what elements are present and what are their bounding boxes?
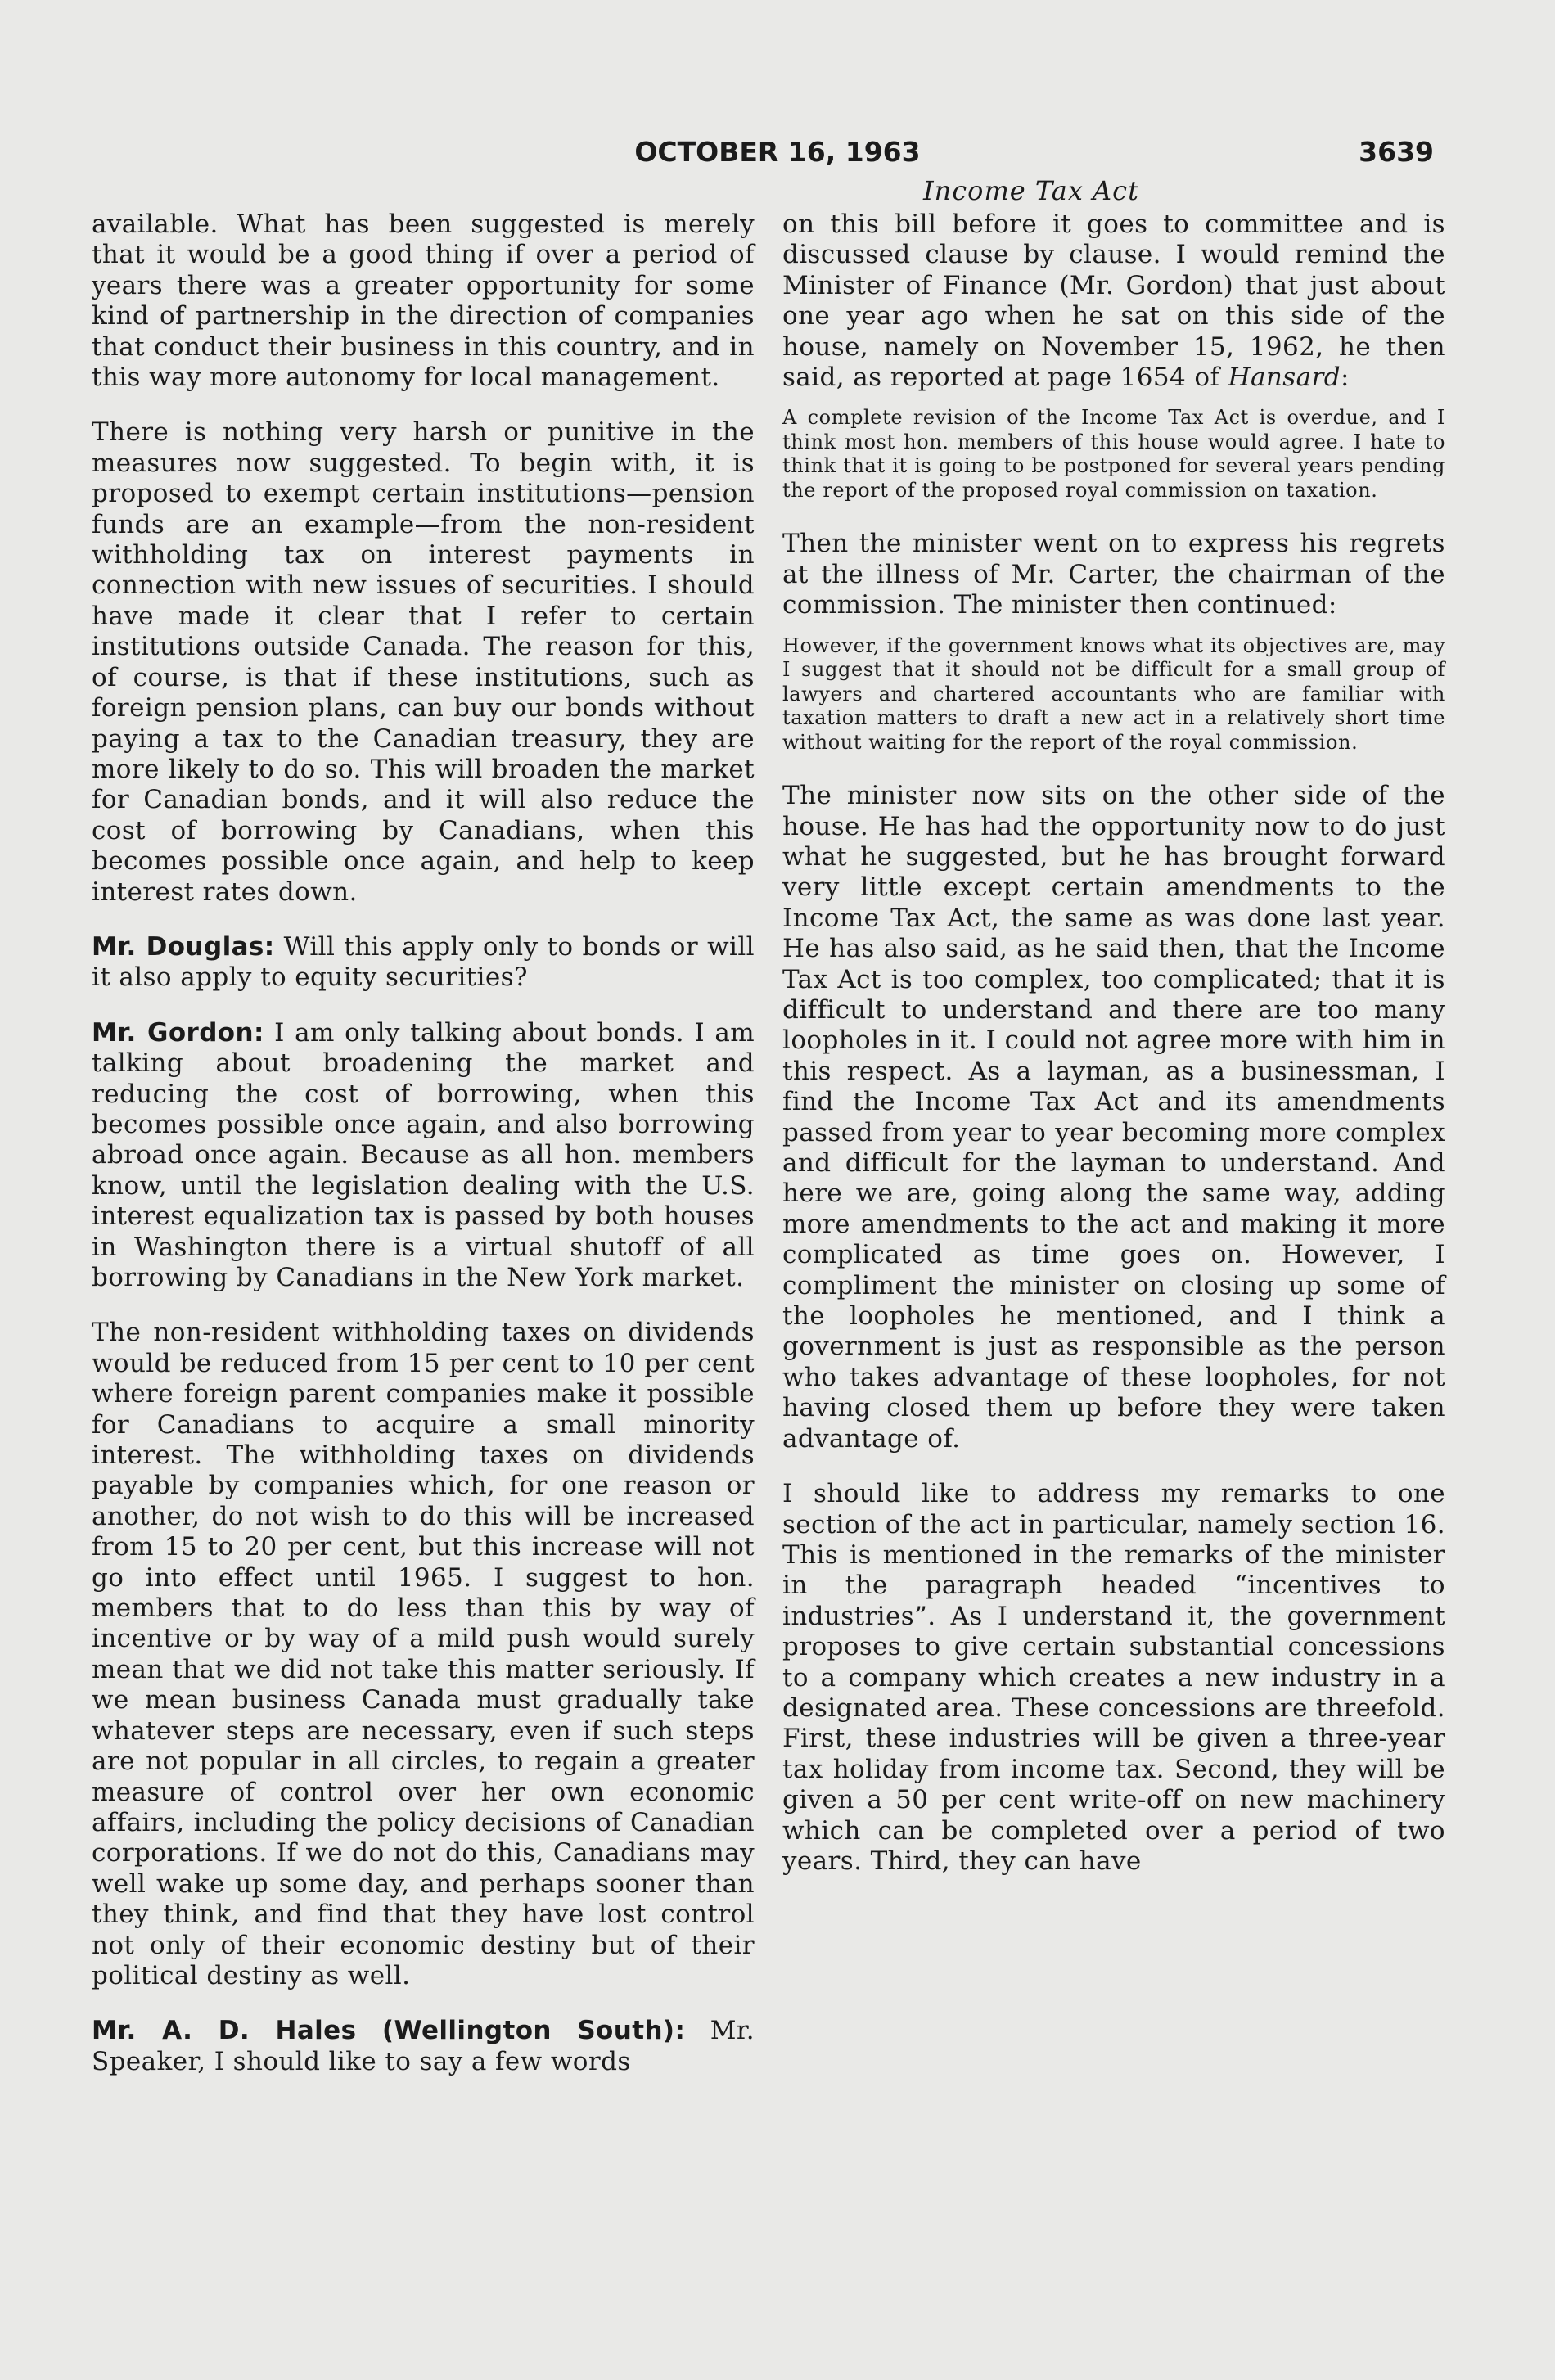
page-number: 3639: [1359, 136, 1434, 168]
paragraph: I should like to address my remarks to one section of the act in particular, namely section 16. This is mentioned in the remarks of the minister in the paragraph headed “incentives to industries”. As I understand it, the government proposes to give certain substantial concessions to a company which creates a new industry in a designated area. These concessions are threefold. First, these industries will be given a three-year tax holiday from income tax. Second, they will be given a 50 per cent write-off on new machinery which can be completed over a period of two years. Third, they can have: [782, 1479, 1445, 1876]
paragraph: There is nothing very harsh or punitive in the measures now suggested. To begin with, it is proposed to exempt certain institutions—pension funds are an example—from the non-resident withholding tax on interest payments in connection with new issues of securities. I should have made it clear that I refer to certain institutions outside Canada. The reason for this, of course, is that if these institutions, such as foreign pension plans, can buy our bonds without paying a tax to the Canadian treasury, they are more likely to do so. This will broaden the market for Canadian bonds, and it will also reduce the cost of borrowing by Canadians, when this becomes possible once again, and help to keep interest rates down.: [92, 417, 755, 907]
speech-text: Will this apply only to bonds or will it also apply to equity securities?: [92, 931, 755, 993]
running-title: Income Tax Act: [923, 175, 1139, 206]
speaker-name: Mr. Gordon:: [92, 1017, 264, 1048]
right-column: [782, 210, 1445, 1877]
speech-paragraph: [92, 1018, 755, 1294]
paragraph-text: :: [1340, 363, 1350, 393]
speech-paragraph: [92, 2016, 755, 2077]
page-header: [0, 136, 1555, 177]
paragraph: The minister now sits on the other side of the house. He has had the opportunity now to do just what he suggested, but he has brought forward very little except certain amendments to the Income Tax Act, the same as was done last year. He has also said, as he said then, that the Income Tax Act is too complex, too complicated; that it is difficult to understand and there are too many loopholes in it. I could not agree more with him in this respect. As a layman, as a businessman, I find the Income Tax Act and its amendments passed from year to year becoming more complex and difficult for the layman to understand. And here we are, going along the same way, adding more amendments to the act and making it more complicated as time goes on. However, I compliment the minister on closing up some of the loopholes he mentioned, and I think a government is just as responsible as the person who takes advantage of these loopholes, for not having closed them up before they were taken advantage of.: [782, 781, 1445, 1454]
speaker-name: Mr. Douglas:: [92, 931, 275, 962]
hansard-italic: Hansard: [1228, 363, 1341, 393]
speech-paragraph: [92, 932, 755, 994]
speaker-name: Mr. A. D. Hales (Wellington South):: [92, 2016, 686, 2046]
paragraph: The non-resident withholding taxes on dividends would be reduced from 15 per cent to 10 per cent where foreign parent companies make it possible for Canadians to acquire a small minority interest. The withholding taxes on dividends payable by companies which, for one reason or another, do not wish to do this will be increased from 15 to 20 per cent, but this increase will not go into effect until 1965. I suggest to hon. members that to do less than this by way of incentive or by way of a mild push would surely mean that we did not take this matter seriously. If we mean business Canada must gradually take whatever steps are necessary, even if such steps are not popular in all circles, to regain a greater measure of control over her own economic affairs, including the policy decisions of Canadian corporations. If we do not do this, Canadians may well wake up some day, and perhaps sooner than they think, and find that they have lost control not only of their economic destiny but of their political destiny as well.: [92, 1318, 755, 1990]
paragraph: Then the minister went on to express his regrets at the illness of Mr. Carter, the chairman of the commission. The minister then continued:: [782, 529, 1445, 620]
block-quote: However, if the government knows what its objectives are, may I suggest that it should not be difficult for a small group of lawyers and chartered accountants who are familiar with taxation matters to draft a new act in a relatively short time without waiting for the report of the royal commission.: [782, 633, 1445, 754]
left-column: [92, 210, 755, 2077]
paragraph-text: on this bill before it goes to committee and is discussed clause by clause. I would remind the Minister of Finance (Mr. Gordon) that just about one year ago when he sat on this side of the house, namely on November 15, 1962, he then said, as reported at page 1654 of: [782, 210, 1445, 393]
block-quote: A complete revision of the Income Tax Act is overdue, and I think most hon. members of this house would agree. I hate to think that it is going to be postponed for several years pending the report of the proposed royal commission on taxation.: [782, 406, 1445, 502]
paragraph: [782, 210, 1445, 393]
paragraph: available. What has been suggested is merely that it would be a good thing if over a period of years there was a greater opportunity for some kind of partnership in the direction of companies that conduct their business in this country, and in this way more autonomy for local management.: [92, 210, 755, 393]
speech-text: I am only talking about bonds. I am talking about broadening the market and reducing the cost of borrowing, when this becomes possible once again, and also borrowing abroad once again. Because as all hon. members know, until the legislation dealing with the U.S. interest equalization tax is passed by both houses in Washington there is a virtual shutoff of all borrowing by Canadians in the New York market.: [92, 1017, 755, 1292]
page-date: OCTOBER 16, 1963: [634, 136, 921, 168]
speech-text: Mr. Speaker, I should like to say a few words: [92, 2016, 755, 2076]
